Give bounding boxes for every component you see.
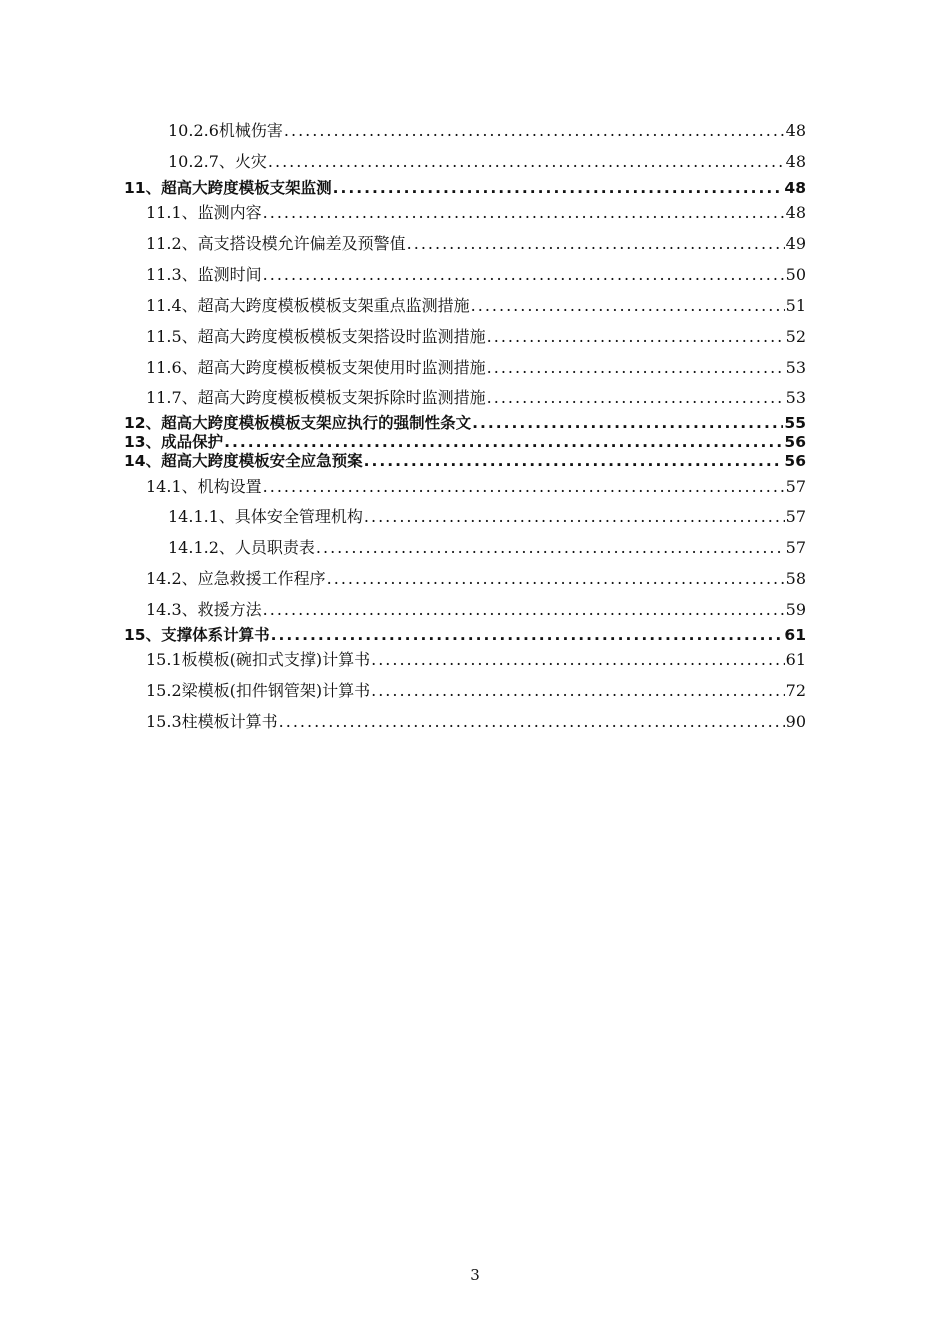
toc-entry-title: 14.1.2、人员职责表: [168, 538, 315, 557]
toc-entry-page: 49: [785, 234, 806, 253]
toc-entry-page: 72: [785, 681, 806, 700]
toc-leader-dots: [487, 387, 785, 409]
toc-entry-title: 14.1.1、具体安全管理机构: [168, 507, 363, 526]
toc-entry-11-7[interactable]: [146, 387, 806, 409]
toc-leader-dots: [316, 537, 785, 559]
toc-entry-title: 14.2、应急救援工作程序: [146, 569, 326, 588]
toc-leader-dots: [271, 624, 784, 646]
toc-entry-title: 11.2、高支搭设模允许偏差及预警值: [146, 234, 406, 253]
toc-entry-11-2[interactable]: [146, 233, 806, 255]
toc-entry-title: 14、超高大跨度模板安全应急预案: [124, 452, 363, 470]
toc-entry-14-3[interactable]: [146, 599, 806, 621]
toc-leader-dots: [471, 295, 785, 317]
toc-entry-title: 15、支撑体系计算书: [124, 626, 270, 644]
toc-entry-14-1[interactable]: [146, 476, 806, 498]
toc-entry-11-1[interactable]: [146, 202, 806, 224]
toc-entry-page: 61: [784, 626, 806, 644]
toc-entry-page: 48: [785, 121, 806, 140]
toc-leader-dots: [487, 326, 785, 348]
toc-entry-page: 48: [784, 179, 806, 197]
toc-leader-dots: [487, 357, 785, 379]
toc-entry-page: 56: [784, 452, 806, 470]
toc-entry-page: 50: [785, 265, 806, 284]
toc-entry-15[interactable]: [124, 624, 806, 646]
toc-leader-dots: [279, 711, 785, 733]
toc-entry-page: 53: [785, 388, 806, 407]
toc-entry-11-4[interactable]: [146, 295, 806, 317]
toc-entry-page: 53: [785, 358, 806, 377]
toc-leader-dots: [333, 177, 784, 199]
toc-leader-dots: [263, 264, 785, 286]
toc-leader-dots: [407, 233, 785, 255]
toc-entry-page: 52: [785, 327, 806, 346]
toc-entry-title: 11.4、超高大跨度模板模板支架重点监测措施: [146, 296, 470, 315]
toc-entry-title: 11.5、超高大跨度模板模板支架搭设时监测措施: [146, 327, 486, 346]
toc-entry-page: 61: [785, 650, 806, 669]
toc-entry-11-5[interactable]: [146, 326, 806, 348]
toc-entry-page: 57: [785, 507, 806, 526]
toc-entry-title: 10.2.6机械伤害: [168, 121, 283, 140]
toc-leader-dots: [263, 202, 785, 224]
toc-entry-10-2-6[interactable]: [168, 120, 806, 142]
toc-leader-dots: [371, 649, 785, 671]
toc-leader-dots: [327, 568, 785, 590]
toc-entry-page: 51: [785, 296, 806, 315]
toc-entry-title: 11、超高大跨度模板支架监测: [124, 179, 332, 197]
toc-entry-title: 11.1、监测内容: [146, 203, 262, 222]
toc-entry-page: 48: [785, 152, 806, 171]
toc-entry-page: 48: [785, 203, 806, 222]
page-number: 3: [470, 1266, 480, 1284]
toc-entry-11-6[interactable]: [146, 357, 806, 379]
toc-entry-14-2[interactable]: [146, 568, 806, 590]
toc-entry-page: 57: [785, 538, 806, 557]
toc-leader-dots: [268, 151, 785, 173]
toc-entry-page: 56: [784, 433, 806, 451]
toc-leader-dots: [284, 120, 785, 142]
toc-entry-title: 11.7、超高大跨度模板模板支架拆除时监测措施: [146, 388, 486, 407]
toc-entry-15-3[interactable]: [146, 711, 806, 733]
toc-entry-title: 15.3柱模板计算书: [146, 712, 278, 731]
toc-entry-page: 55: [784, 414, 806, 432]
toc-leader-dots: [263, 599, 785, 621]
toc-entry-15-2[interactable]: [146, 680, 806, 702]
toc-entry-title: 11.6、超高大跨度模板模板支架使用时监测措施: [146, 358, 486, 377]
toc-entry-page: 90: [785, 712, 806, 731]
toc-leader-dots: [364, 450, 784, 472]
toc-entry-page: 57: [785, 477, 806, 496]
toc-entry-page: 59: [785, 600, 806, 619]
toc-entry-14-1-2[interactable]: [168, 537, 806, 559]
toc-entry-page: 58: [785, 569, 806, 588]
toc-entry-title: 14.1、机构设置: [146, 477, 262, 496]
toc-entry-15-1[interactable]: [146, 649, 806, 671]
toc-leader-dots: [371, 680, 785, 702]
toc-entry-title: 15.2梁模板(扣件钢管架)计算书: [146, 681, 371, 700]
toc-entry-title: 10.2.7、火灾: [168, 152, 267, 171]
toc-entry-title: 15.1板模板(碗扣式支撑)计算书: [146, 650, 371, 669]
toc-entry-title: 11.3、监测时间: [146, 265, 262, 284]
toc-entry-14-1-1[interactable]: [168, 506, 806, 528]
toc-entry-10-2-7[interactable]: [168, 151, 806, 173]
toc-entry-11[interactable]: [124, 177, 806, 199]
toc-entry-11-3[interactable]: [146, 264, 806, 286]
toc-leader-dots: [263, 476, 785, 498]
toc-entry-14[interactable]: [124, 450, 806, 472]
toc-entry-title: 13、成品保护: [124, 433, 224, 451]
toc-leader-dots: [364, 506, 785, 528]
toc-entry-title: 14.3、救援方法: [146, 600, 262, 619]
toc-entry-title: 12、超高大跨度模板模板支架应执行的强制性条文: [124, 414, 472, 432]
